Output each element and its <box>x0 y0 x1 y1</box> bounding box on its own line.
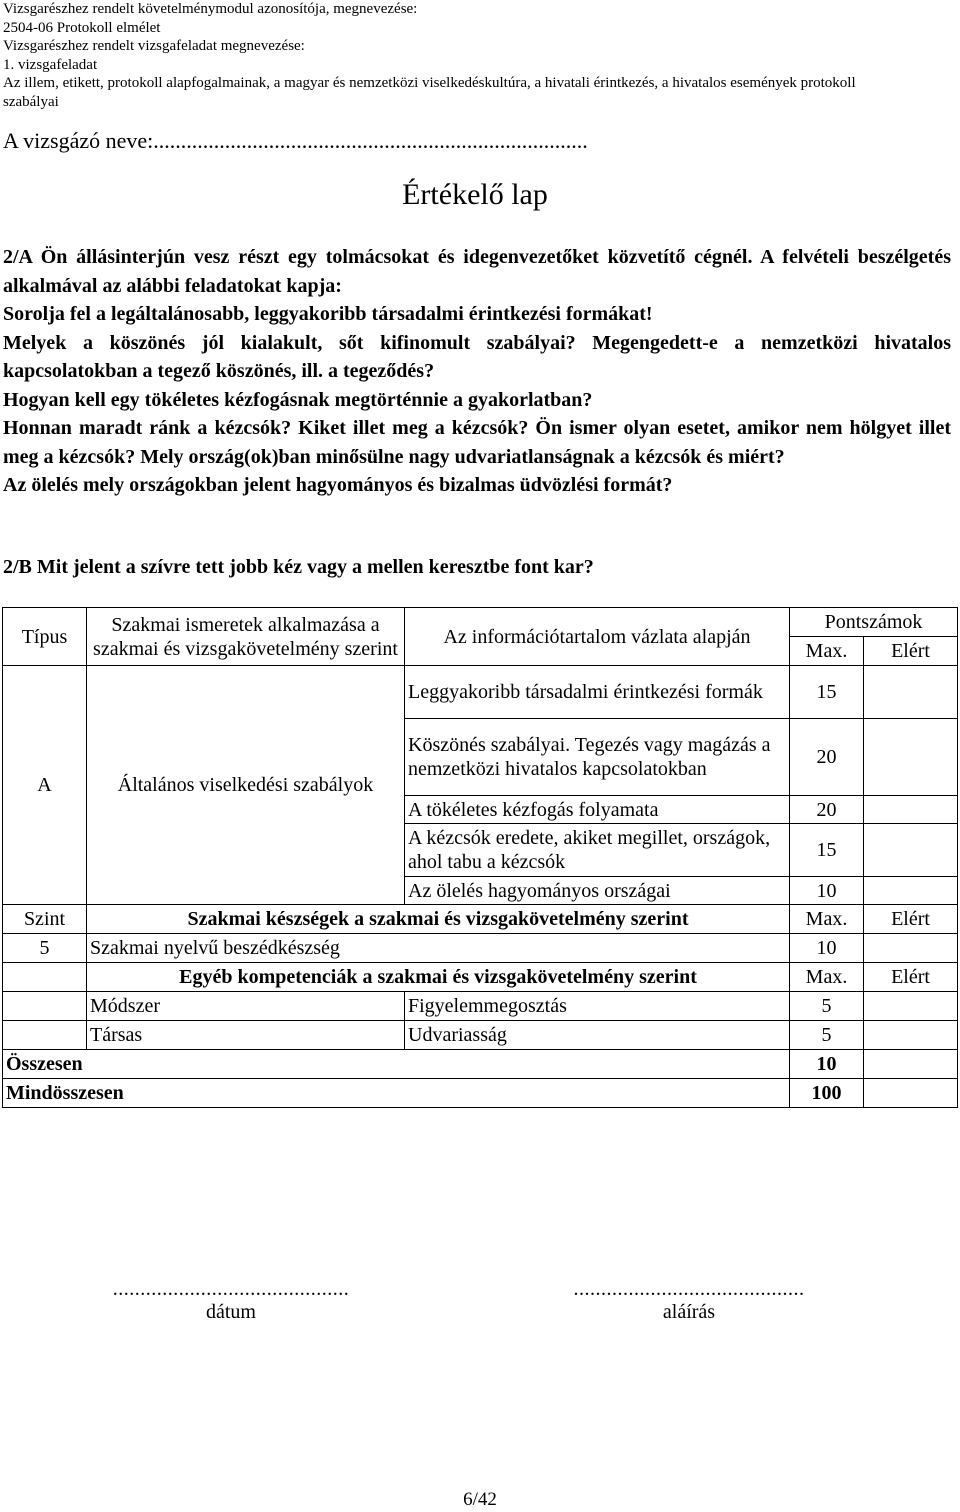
level-cell: 5 <box>3 934 87 963</box>
col-header-elert: Elért <box>864 963 958 992</box>
total-row <box>3 1079 958 1108</box>
max-cell: 5 <box>790 992 864 1021</box>
col-header-tipus: Típus <box>3 608 87 666</box>
question-intro: 2/A Ön állásinterjún vesz részt egy tolmácsokat és idegenvezetőket közvetítő cégnél. A felvételi beszélgetés alkalmával az alábbi feladatokat kapja: <box>3 246 951 297</box>
col-header-informacio: Az információtartalom vázlata alapján <box>405 608 790 666</box>
col-header-max: Max. <box>790 963 864 992</box>
subtotal-value: 10 <box>790 1050 864 1079</box>
date-label: dátum <box>206 1301 256 1323</box>
elert-cell <box>864 796 958 824</box>
col-header-max: Max. <box>790 637 864 666</box>
item-cell: Figyelemmegosztás <box>405 992 790 1021</box>
score-table <box>2 607 958 1108</box>
other-header-label: Egyéb kompetenciák a szakmai és vizsgakövetelmény szerint <box>87 963 790 992</box>
item-cell: A tökéletes kézfogás folyamata <box>405 796 790 824</box>
col-header-szint: Szint <box>3 905 87 934</box>
candidate-name-line: A vizsgázó neve:............................................................................... <box>3 128 588 153</box>
item-cell: A kézcsók eredete, akiket megillet, országok, ahol tabu a kézcsók <box>405 824 790 877</box>
document-header <box>3 0 953 111</box>
task-questions <box>3 243 951 500</box>
col-header-elert: Elért <box>864 637 958 666</box>
max-cell: 20 <box>790 719 864 796</box>
question-item: Sorolja fel a legáltalánosabb, leggyakoribb társadalmi érintkezési formákat! <box>3 303 653 325</box>
signature-dots: .......................................... <box>573 1278 805 1300</box>
table-row <box>3 666 958 719</box>
group-label: Általános viselkedési szabályok <box>87 666 405 905</box>
question-item: Az ölelés mely országokban jelent hagyományos és bizalmas üdvözlési formát? <box>3 474 673 496</box>
table-row <box>3 992 958 1021</box>
page-title: Értékelő lap <box>402 178 548 211</box>
item-cell: Leggyakoribb társadalmi érintkezési formák <box>405 666 790 719</box>
header-line: Vizsgarészhez rendelt vizsgafeladat megnevezése: <box>3 38 305 54</box>
subtotal-label: Összesen <box>3 1050 790 1079</box>
question-item: Melyek a köszönés jól kialakult, sőt kifinomult szabályai? Megengedett-e a nemzetközi hivatalos kapcsolatokban a tegező köszönés, ill. a tegeződés? <box>3 331 951 382</box>
header-line: Az illem, etikett, protokoll alapfogalmainak, a magyar és nemzetközi viselkedéskultúra, a hivatali érintkezés, a hivatalos események protokoll <box>3 75 856 91</box>
max-cell: 15 <box>790 824 864 877</box>
subtotal-row <box>3 1050 958 1079</box>
header-line: Vizsgarészhez rendelt követelménymodul azonosítója, megnevezése: <box>3 1 418 17</box>
group-type: A <box>3 666 87 905</box>
page-number: 6/42 <box>463 1489 497 1510</box>
date-dots: ........................................... <box>112 1278 350 1300</box>
total-label: Mindösszesen <box>3 1079 790 1108</box>
elert-cell <box>864 877 958 905</box>
other-header-row <box>3 963 958 992</box>
table-row <box>3 1021 958 1050</box>
header-line: szabályai <box>3 93 59 110</box>
category-cell: Társas <box>87 1021 405 1050</box>
max-cell: 5 <box>790 1021 864 1050</box>
header-line: 2504-06 Protokoll elmélet <box>3 19 161 36</box>
date-signature-block <box>90 1278 372 1324</box>
empty-cell <box>3 963 87 992</box>
elert-cell <box>864 719 958 796</box>
col-header-szakmai-ismeretek: Szakmai ismeretek alkalmazása a szakmai és vizsgakövetelmény szerint <box>87 608 405 666</box>
col-header-max: Max. <box>790 905 864 934</box>
table-header-row <box>3 608 958 637</box>
question-item: Hogyan kell egy tökéletes kézfogásnak megtörténnie a gyakorlatban? <box>3 388 593 411</box>
elert-cell <box>864 992 958 1021</box>
max-cell: 20 <box>790 796 864 824</box>
elert-cell <box>864 666 958 719</box>
skills-header-row <box>3 905 958 934</box>
item-cell: Köszönés szabályai. Tegezés vagy magázás a nemzetközi hivatalos kapcsolatokban <box>405 719 790 796</box>
elert-cell <box>864 1050 958 1079</box>
col-header-pontszamok: Pontszámok <box>790 608 958 637</box>
signature-label: aláírás <box>662 1301 716 1323</box>
question-item: Honnan maradt ránk a kézcsók? Kiket illet meg a kézcsók? Ön ismer olyan esetet, amikor nem hölgyet illet meg a kézcsók? Mely ország(ok)ban minősülne nagy udvariatlanságnak a kézcsók és miért? <box>3 417 951 468</box>
header-line: 1. vizsgafeladat <box>3 56 98 73</box>
max-cell: 10 <box>790 877 864 905</box>
max-cell: 15 <box>790 666 864 719</box>
total-value: 100 <box>790 1079 864 1108</box>
item-cell: Szakmai nyelvű beszédkészség <box>87 934 790 963</box>
item-cell: Udvariasság <box>405 1021 790 1050</box>
col-header-elert: Elért <box>864 905 958 934</box>
elert-cell <box>864 824 958 877</box>
section-b-question: 2/B Mit jelent a szívre tett jobb kéz vagy a mellen keresztbe font kar? <box>3 556 594 578</box>
elert-cell <box>864 1021 958 1050</box>
max-cell: 10 <box>790 934 864 963</box>
skills-header-label: Szakmai készségek a szakmai és vizsgakövetelmény szerint <box>87 905 790 934</box>
item-cell: Az ölelés hagyományos országai <box>405 877 790 905</box>
table-row <box>3 934 958 963</box>
elert-cell <box>864 1079 958 1108</box>
category-cell: Módszer <box>87 992 405 1021</box>
signature-block <box>548 1278 830 1324</box>
empty-cell <box>3 992 87 1021</box>
empty-cell <box>3 1021 87 1050</box>
elert-cell <box>864 934 958 963</box>
